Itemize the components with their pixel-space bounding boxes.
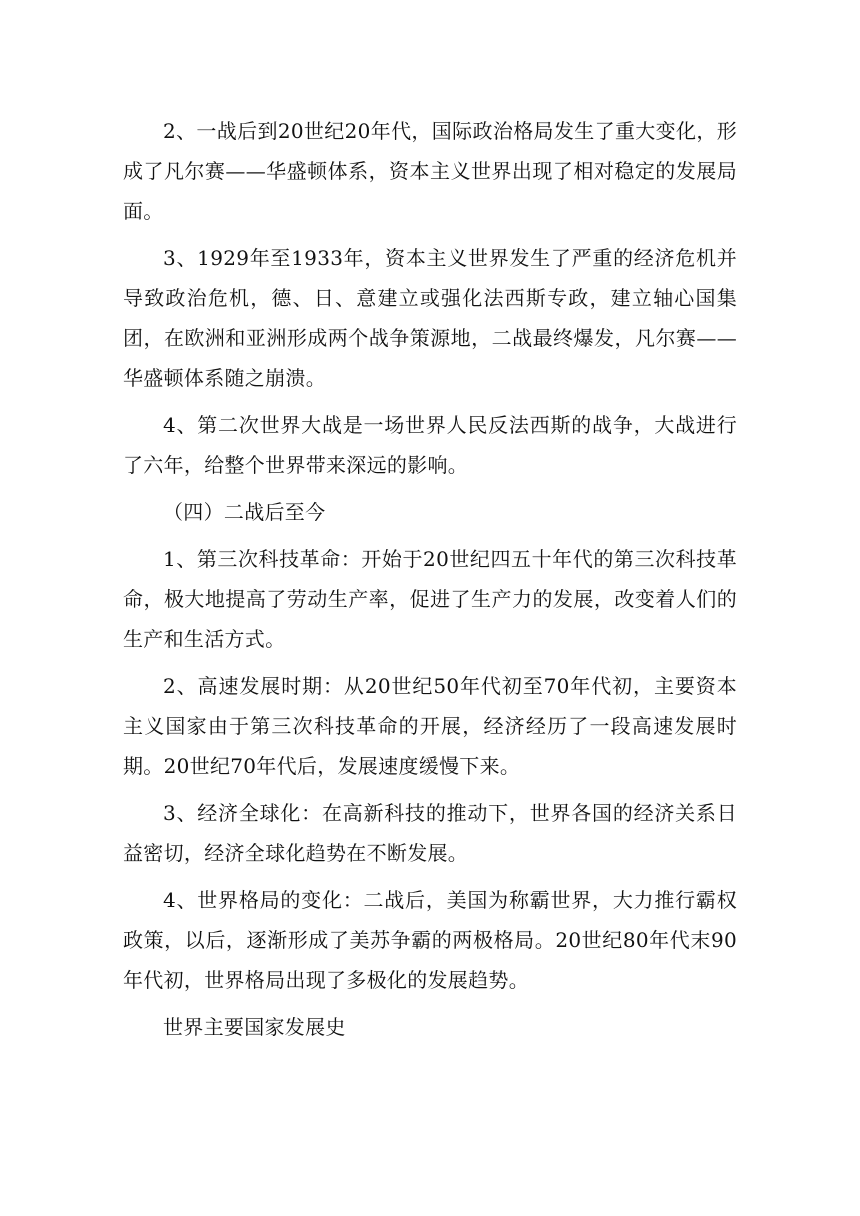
paragraph-world-pattern: 4、世界格局的变化：二战后，美国为称霸世界，大力推行霸权政策，以后，逐渐形成了美苏争霸的两极格局。20世纪80年代末90年代初，世界格局出现了多极化的发展趋势。 <box>123 888 737 992</box>
closing-heading: 世界主要国家发展史 <box>163 1015 346 1039</box>
paragraph-rapid-development: 2、高速发展时期：从20世纪50年代初至70年代初，主要资本主义国家由于第三次科技革命的开展，经济经历了一段高速发展时期。20世纪70年代后，发展速度缓慢下来。 <box>123 674 737 778</box>
document-body <box>123 111 737 1047</box>
paragraph-third-tech-revolution: 1、第三次科技革命：开始于20世纪四五十年代的第三次科技革命，极大地提高了劳动生产率，促进了生产力的发展，改变着人们的生产和生活方式。 <box>123 547 737 651</box>
section-heading-postwar: （四）二战后至今 <box>163 500 326 524</box>
paragraph-world-war-two: 4、第二次世界大战是一场世界人民反法西斯的战争，大战进行了六年，给整个世界带来深远的影响。 <box>123 413 737 477</box>
paragraph-globalization: 3、经济全球化：在高新科技的推动下，世界各国的经济关系日益密切，经济全球化趋势在不断发展。 <box>123 801 737 865</box>
paragraph-economic-crisis: 3、1929年至1933年，资本主义世界发生了严重的经济危机并导致政治危机，德、日、意建立或强化法西斯专政，建立轴心国集团，在欧洲和亚洲形成两个战争策源地，二战最终爆发，凡尔赛——华盛顿体系随之崩溃。 <box>123 246 737 390</box>
paragraph-postwar-order: 2、一战后到20世纪20年代，国际政治格局发生了重大变化，形成了凡尔赛——华盛顿体系，资本主义世界出现了相对稳定的发展局面。 <box>123 119 737 223</box>
